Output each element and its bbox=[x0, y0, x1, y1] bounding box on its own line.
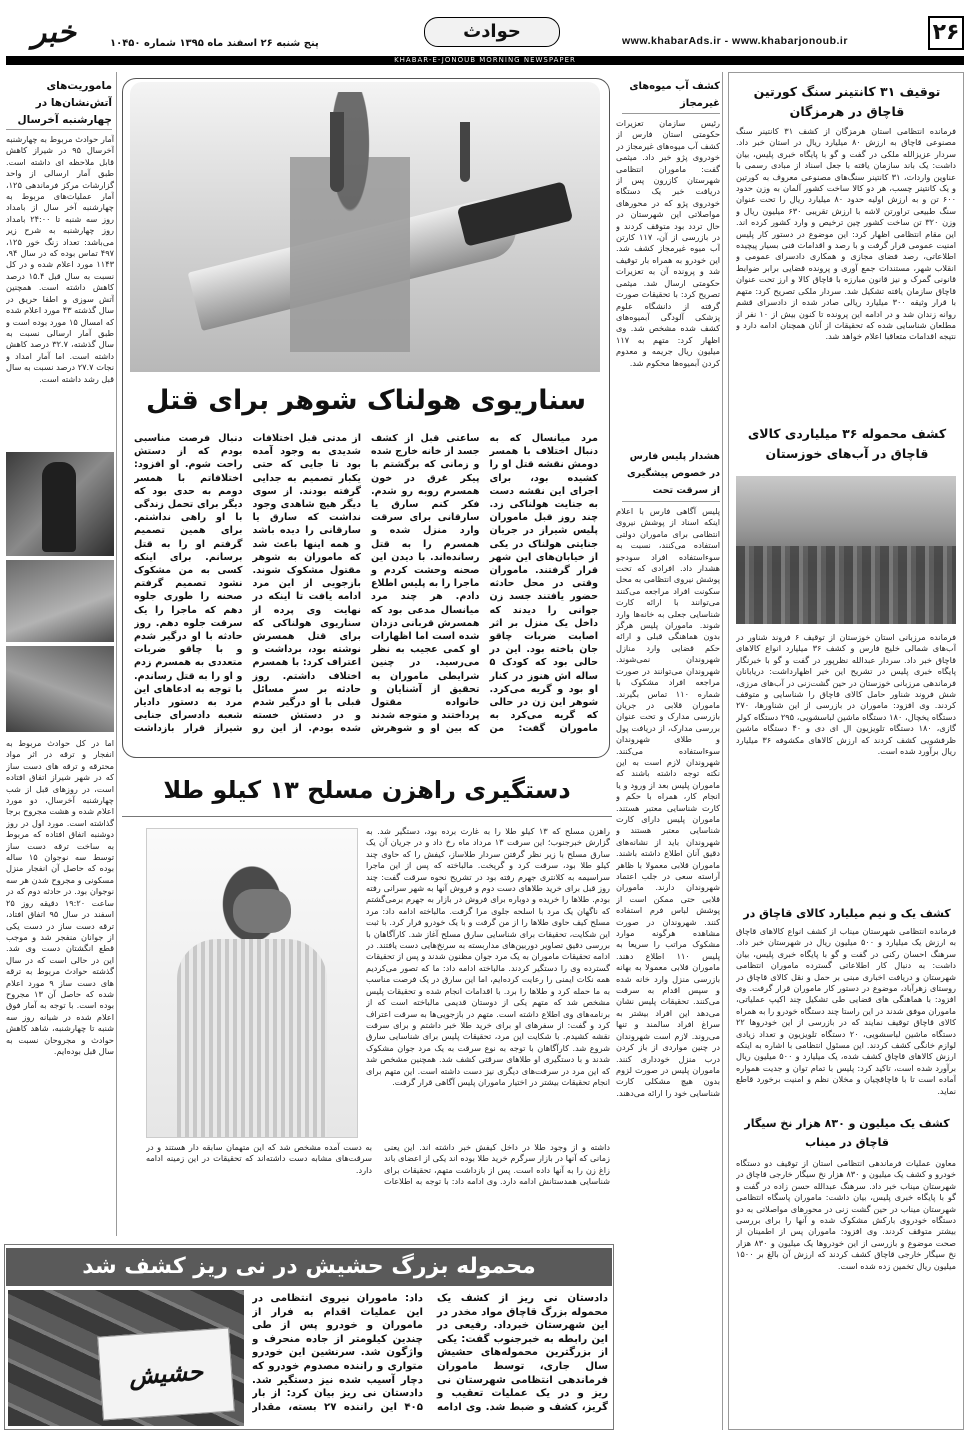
mid-story-caption: داشته و از وجود طلا در داخل کیفش خبر داشته اند. این یعنی زمانی که آنها در بازار سرگرم خرید طلا بوده اند یکی از اعضای باند زاغ زن را به آنها داده است. پس از بازداشت متهم، تحقیقات برای شناسایی همدستانش ادامه دارد. وی ادامه داد: با توجه به اطلاعات به دست آمده مشخص شد که این متهمان سابقه دار هستند و در سرقت‌های مشابه دست داشته‌اند که تحقیقات در این زمینه ادامه دارد. bbox=[146, 1142, 610, 1187]
photo-firefighter bbox=[6, 452, 114, 556]
masthead-strip-text: KHABAR-E-JONOUB MORNING NEWSPAPER bbox=[394, 56, 576, 64]
blood-drip bbox=[330, 112, 344, 192]
story-title-juices: کشف آب میوه‌های غیرمجاز bbox=[622, 78, 720, 114]
photo-crowd bbox=[736, 546, 956, 624]
story-body-juices: رئیس سازمان تعزیرات حکومتی استان فارس از کشف آب میوه‌های غیرمجاز در خودروی پژو خبر داد. میثمی گفت: ماموران انتظامی شهرستان کازرون پس از دریافت خبر یک دستگاه خودروی پژو که در محورهای مواصلاتی این شهرستان در حال تردد بود متوقف کردند و در بازرسی از آن، ۱۱۷ کارتن آب میوه غیرمجاز کشف شد. این خودرو به همراه بار توقیف شد و پرونده آن به تعزیرات حکومتی ارسال شد. میثمی تصریح کرد: با تحقیقات صورت گرفته از دانشگاه علوم پزشکی آلودگی آبمیوه‌های کشف شده مشخص شد. وی اظهار کرد: متهم به ۱۱۷ میلیون ریال جریمه و معدوم کردن آبمیوه‌ها محکوم شد. bbox=[616, 118, 720, 368]
child-figure bbox=[290, 92, 410, 352]
story-body-minab-goods: فرمانده انتظامی شهرستان میناب از کشف انواع کالاهای قاچاق به ارزش یک میلیارد و ۵۰۰ میلیون ریال در شهرستان خبر داد. سرهنگ احسان رکنی در گفت و گو با پایگاه خبری پلیس، بیان داشت: به دنبال کار اطلاعاتی گسترده ماموران انتظامی شهرستان و دریافت اخباری مبنی بر حمل و نقل کالای قاچاق در روستای زهرآباد، موضوع در دستور کار ماموران قرار گرفت. وی افزود: با هماهنگی های قضایی طی تشکیل چند اکیپ عملیاتی، ماموران موفق شدند در این راستا چند دستگاه خودرو را به همراه کالای قاچاق توقیف نمایند که در بازرسی از این خودروها ۲۲ دستگاه ماشین لباسشویی، ۲۰ دستگاه تلویزیون و تعداد زیادی لوازم خانگی کشف کردند. این مسئول انتظامی با اشاره به اینکه ارزش کالاهای قاچاق کشف شده، یک میلیارد و ۵۰۰ میلیون ریال برآورد شده است، تاکید کرد: پلیس با تمام توان و جدیت همواره آماده است تا با قاچاقچیان و مخلان نظم و امنیت برخورد قاطع نماید. bbox=[736, 926, 956, 1096]
mid-story-body: راهزن مسلح که ۱۳ کیلو طلا را به غارت برده بود، دستگیر شد. به گزارش خبرجنوب؛ این سرقت ۱۳ مرداد ماه رخ داد و در جریان آن یک سارق مسلح با زیر نظر گرفتن سردار طلاساز، کیفش را که حاوی چند کیلو طلا بود، سرقت کرد و گریخت. مالباخته که پس از این ماجرا سراسیمه به کلانتری جهرم رفته بود در تشریح نحوه سرقت گفت: چند روز قبل برای خرید طلاهای دست دوم و فروش آنها به شهر سرانی رفته بودم. طلاها را خریده و دوباره برای فروش در بازار به جهرم برمی‌گشتم که ناگهان یک مرد با اسلحه جلوی مرا گرفت. مالباخته ادامه داد: مرد مسلح کیف حاوی طلاها را از من گرفت و با یک خودرو فرار کرد. با ثبت این شکایت، تحقیقات برای شناسایی سارق مسلح آغاز شد. کارآگاهان با بررسی دقیق تصاویر دوربین‌های مداربسته به سرنخ‌هایی دست یافتند. در ادامه تحقیقات ماموران به یک مرد جوان مظنون شدند و پس از تحقیقات گسترده وی را دستگیر کردند. مالباخته ادامه داد: ما که تصور می‌کردیم همه نکات ایمنی را رعایت کرده‌ایم، اما این سارق در یک فرصت مناسب به ما حمله کرد و طلاها را برد. با اقدامات انجام شده و تحقیقات پلیس مشخص شد که متهم یکی از دوستان قدیمی مالباخته است که از برنامه‌های وی اطلاع داشته است. متهم در بازجویی‌ها به سرقت اعتراف کرد و گفت: از سفرهای او برای خرید طلا خبر داشتم و برای سرقت نقشه کشیدم. با شکایت این مرد، تحقیقات پلیس برای شناسایی سارق شروع شد. کارآگاهان با توجه به نوع سرقت به یک مرد جوان مشکوک شدند و با دستگیری او طلاهای سرقتی کشف شد. همچنین مشخص شد که این مرد در سرقت‌های دیگری نیز دست داشته است. این متهم برای انجام تحقیقات بیشتر در اختیار ماموران پلیس آگاهی قرار گرفت. bbox=[366, 826, 610, 1087]
blood-drip-2 bbox=[460, 122, 470, 182]
left-story-title: ماموریت‌های آتش‌نشان‌ها در چهارشنبه آخرسال bbox=[6, 78, 112, 130]
photo-suspect bbox=[146, 828, 358, 1138]
left-story-body: آمار حوادث مربوط به چهارشنبه آخرسال ۹۵ در شیراز کاهش قابل ملاحظه ای داشته است. طبق آمار ارسالی از واحد گزارشات مرکز فرماندهی ۱۲۵، آمار عملیات‌های مربوط به چهارشنبه آخر سال از بامداد روز سه شنبه تا ۲۴:۰۰ بامداد روز چهارشنبه به شرح زیر می‌باشد: تعداد زنگ خور ۱۲۵، ۴۹۷ تماس بوده که در سال ۹۴، ۱۱۴۳ مورد اعلام شده و در کل نسبت به سال قبل ۱۵.۴ درصد کاهش داشته است. همچنین آتش سوزی و اطفا حریق در سال گذشته ۴۳ مورد اعلام شده که امسال ۱۵ مورد بوده است و طبق آمار ارسالی نسبت به سال گذشته، ۳۲.۷ درصد کاهش داشته است. اما آمار امداد و نجات ۲۷.۷ درصد نسبت به سال قبل رشد داشته است. bbox=[6, 134, 114, 384]
lead-story-body: مرد میانسال که به دنبال اختلاف با همسر دومش نقشه قتل او را کشیده بود، برای اجرای این نقشه دست به جنایت هولناکی زد. چند روز قبل ماموران پلیس شیراز در جریان جنایتی هولناک در یکی از خیابان‌های این شهر قرار گرفتند. ماموران وقتی در محل حادثه حضور یافتند جسد زن جوانی را دیدند که داخل یک منزل بر اثر اصابت ضربات چاقو جان باخته بود. این در حالی بود که کودک ۵ ساله اش هنوز در کنار او بود و گریه می‌کرد. شوهر این زن در حالی که گریه می‌کرد به ماموران گفت: من ساعتی قبل از کشف جسد از خانه خارج شده و زمانی که برگشتم با پیکر غرق در خون همسرم روبه رو شدم. فکر کنم سارق یا سارقانی برای سرقت وارد منزل شده و همسرم را به قتل رسانده‌اند. با دیدن این صحنه وحشت کردم و ماجرا را به پلیس اطلاع دادم. هر چند مرد میانسال مدعی بود که همسرش قربانی دزدان شده است اما اظهارات او کمی عجیب به نظر می‌رسید. در چنین شرایطی ماموران به تحقیق از آشنایان و خانواده مقتول پرداختند و متوجه شدند که بین او و شوهرش از مدتی قبل اختلافات شدیدی به وجود آمده بود تا جایی که حتی یکبار تصمیم به جدایی گرفته بودند. از سوی دیگر هیچ شاهدی وجود نداشت که سارق یا سارقانی را دیده باشد و همه اینها باعث شد که ماموران به شوهر مقتول مشکوک شوند. بازجویی از این مرد ادامه یافت تا اینکه در نهایت وی پرده از سناریوی هولناکی که برای قتل همسرش نوشته بود، برداشت و اعتراف کرد: با همسرم اختلاف داشتم. روز حادثه بر سر مسائل قبلی با او درگیر شدم و در دستش خسته شده بودم. از این رو دنبال فرصت مناسبی بودم که از دستش راحت شوم. او افزود: اختلافاتم با همسر دومم به حدی بود که دیگر برای تحمل زندگی با او راهی نداشتم. برای همین تصمیم گرفتم او را به قتل برسانم. برای اینکه کسی به من مشکوک نشود تصمیم گرفتم صحنه را طوری جلوه دهم که ماجرا را یک سرقت جلوه دهم. روز حادثه با او درگیر شدم و با چاقو ضربات متعددی به همسرم زدم و او را به قتل رساندم. با توجه به ادعاهای این مرد به دستور دادیار شعبه دادسرای جنایی شیراز قرار بازداشت bbox=[134, 433, 598, 735]
photo-hashish-packages bbox=[8, 1290, 244, 1426]
photo-detained-smugglers bbox=[736, 476, 956, 624]
story-title-hormozgan: توقیف ۳۱ کانتینر سنگ کورتین قاچاق در هرمزگان bbox=[753, 84, 941, 119]
left-column-divider bbox=[116, 72, 117, 1236]
story-title-minab-goods: کشف یک و نیم میلیارد کالای قاچاق در bbox=[743, 907, 951, 920]
page-number: ۲۶ bbox=[932, 20, 960, 45]
website-url[interactable]: www.khabarAds.ir - www.khabarjonoub.ir bbox=[622, 35, 848, 47]
firefighter-figure bbox=[42, 462, 76, 552]
photo-fire-scene bbox=[6, 646, 114, 732]
issue-date: پنج شنبه ۲۶ اسفند ماه ۱۳۹۵ شماره ۱۰۴۵۰ bbox=[110, 38, 319, 49]
story-body-police-warning: پلیس آگاهی فارس با اعلام اینکه اسناد از پوشش نیروی انتظامی برای ماموران دولتی استفاده می‌کنند، نسبت به سوءاستفاده افراد سودجو هشدار داد. افرادی که تحت پوشش نیروی انتظامی به محل سکونت افراد مراجعه می‌کنند می‌توانند با ارائه کارت شناسایی جعلی به خانه‌ها وارد شوند. ماموران پلیس هرگز بدون هماهنگی قبلی و ارائه حکم قضایی وارد منازل شهروندان نمی‌شوند. شهروندان می‌توانند در صورت مراجعه افراد مشکوک با شماره ۱۱۰ تماس بگیرند. ماموران قلابی در جریان بازرسی مدارک و تحت عنوان بررسی مدارک، از دریافت پول و طلای شهروندان سوءاستفاده می‌کنند. شهروندان لازم است به این نکته توجه داشته باشند که ماموران پلیس بعد از ورود و یا انجام کار، همراه با حکم و کارت شناسایی معتبر هستند. ماموران پلیس دارای کارت شناسایی معتبر هستند و شهروندان باید از نشانه‌های دقیق آنان اطلاع داشته باشند. ماموران قلابی معمولا با ظاهر آراسته سعی در جلب اعتماد شهروندان دارند. ماموران قلابی حتی ممکن است از پوشش لباس فرم استفاده کنند. شهروندان در صورت مشاهده هرگونه موارد مشکوک مراتب را سریعا به پلیس ۱۱۰ اطلاع دهند. ماموران قلابی معمولا به بهانه بازرسی منزل وارد خانه شده و سپس اقدام به سرقت می‌کنند. تحقیقات پلیس نشان می‌دهد این افراد بیشتر به سراغ افراد سالمند و تنها می‌روند. لازم است شهروندان در چنین مواردی از باز کردن درب منزل خودداری کنند. ماموران پلیس در صورت لزوم بدون هیچ مشکلی کارت شناسایی خود را ارائه می‌دهند. bbox=[616, 506, 720, 1098]
section-title: حوادث bbox=[463, 21, 521, 42]
story-title-minab-cigarettes: کشف یک میلیون و ۸۳۰ هزار نخ سیگار قاچاق در میناب bbox=[744, 1117, 950, 1149]
mid-story-rule bbox=[122, 816, 612, 817]
story-title-police-warning: هشدار پلیس فارس در خصوص پیشگیری از سرقت تحت bbox=[622, 448, 720, 502]
story-body-hormozgan: فرمانده انتظامی استان هرمزگان از کشف ۳۱ کانتینر سنگ مصنوعی قاچاق به ارزش ۸۰ میلیارد ریال در استان خبر داد. سردار عزیزالله ملکی در گفت و گو با پایگاه خبری پلیس، بیان داشت: یک باند سازمان یافته با جعل اسناد از مبادی رسمی با عناوین واردات، ۳۱ کانتینر سنگ‌های مصنوعی معروف به کورتین و یک کانتینر چسب، هر دو کالا ساخت کشور آلمان به وزن حدود ۶۰۰ تن و به ارزش اولیه حدود ۸۰ میلیارد ریال را تحت عنوان سنگ طبیعی تراورتن لاشه با ارزش تقریبی ۶۳۰ میلیون ریال و وزن ۳۲۰ تن ساخت کشور چین ترخیص و وارد کشور کرده اند. این مقام انتظامی اظهار کرد: این موضوع در دستور کار پلیس امنیت عمومی قرار گرفت و با رصد و اقدامات فنی بسیار پیچیده اطلاعاتی، رصد فضای مجازی و همکاری دادسرای عمومی و انقلاب شهر، مستندات جمع آوری و پرونده قضایی برابر ضوابط قانونی گمرک و نیز قانون مبارزه با قاچاق کالا و ارز تحت عنوان قاچاق سازمان یافته تشکیل شد. سردار ملکی تصریح کرد: متهم با قرار وثیقه ۳۰۰ میلیارد ریالی صادر شده از دادسرای قشم روانه زندان شد و در ادامه این پرونده تا کنون بیش از ۱۰ نفر از مطلعان شناسایی شده که تحقیقات از آنان همچنان ادامه دارد و نتیجه اقدامات متعاقبا اعلام خواهد شد. bbox=[736, 126, 956, 342]
suspect-body bbox=[177, 939, 327, 1138]
lead-story-title: سناریوی هولناک شوهر برای قتل bbox=[146, 385, 586, 416]
hashish-label-text: حشیش bbox=[127, 1356, 204, 1391]
bottom-story-title: محموله بزرگ حشیش در نی ریز کشف شد bbox=[82, 1254, 536, 1279]
lead-illustration bbox=[130, 82, 600, 372]
story-body-khuzestan: فرمانده مرزبانی استان خوزستان از توقیف ۶ فروند شناور در آب‌های شمالی خلیج فارس و کشف ۳۶ میلیارد انواع کالاهای قاچاق خبر داد. سردار عبدالله نظرپور در گفت و گو با خبرنگار پایگاه خبری پلیس در تشریح این خبر اظهارداشت: دریابانان فرماندهی مرزبانی خوزستان در حین گشت‌زنی در آب‌های مرزی، شش فروند شناور حامل کالای قاچاق را شناسایی و متوقف کردند. وی افزود: ماموران در بازرسی از این شناورها، ۲۷۰ دستگاه یخچال، ۱۸۰ دستگاه ماشین لباسشویی، ۲۹۵ دستگاه کولر گازی، ۱۸۰ دستگاه تلویزیون ال ای دی و ۴۰ دستگاه ماشین ظرفشویی کشف کردند که ارزش کالاهای مکشوفه ۳۶ میلیارد ریال برآورد شده است. bbox=[736, 632, 956, 757]
story-body-minab-cigarettes: معاون عملیات فرماندهی انتظامی استان از توقیف دو دستگاه خودرو و کشف یک میلیون و ۸۳۰ هزار نخ سیگار خارجی قاچاق در شهرستان میناب خبر داد. سرهنگ عبدالله حسن زاده در گفت و گو با پایگاه خبری پلیس، بیان داشت: ماموران پاسگاه انتظامی شهرستان میناب در حین گشت زنی در محورهای مواصلاتی به دو دستگاه خودروی بارکش مشکوک شده و آنها را برای بررسی بیشتر متوقف کردند. وی افزود: ماموران پس از اطمینان از صحت موضوع و بازرسی از این خودروها یک میلیون و ۸۳۰ هزار نخ سیگار خارجی قاچاق کشف کردند که ارزش آن بالغ بر ۱۵۰۰ میلیون ریال تخمین زده شده است. bbox=[736, 1158, 956, 1271]
story-title-khuzestan: کشف محموله ۳۶ میلیاردی کالای قاچاق در آب‌های خوزستان bbox=[747, 426, 947, 461]
newspaper-logo: خبر bbox=[31, 15, 77, 50]
mid-story-title: دستگیری راهزن مسلح ۱۳ کیلو طلا bbox=[163, 776, 571, 804]
left-story-body-2: اما در کل حوادث مربوط به انفجار و ترقه در اثر مواد محترقه و ترقه های دست ساز که در شهر شیراز اتفاق افتاده است، در روزهای قبل از شب چهارشنبه آخرسال، دو مورد اعلام شده و هشت مجروح برجا گذاشته است. مورد اول در روز دوشنبه اتفاق افتاده که مربوط به ساخت ترقه دست ساز توسط سه نوجوان ۱۵ ساله بوده که حاصل آن انفجار منزل مسکونی و مجروح شدن هر سه نوجوان بود. در حادثه دوم که در ساعت ۱۹:۲۰ دقیقه روز ۲۵ اسفند در سال ۹۵ اتفاق افتاد، ترقه دست ساز در دست یکی از جوانان منفجر شد و موجب قطع انگشتان دست وی شد. این در حالی است که در سال گذشته حوادث مربوط به ترقه های دست ساز ۹ مورد اعلام شده که حاصل آن ۱۳ مجروح بوده است. با توجه به آمار فوق اعلام شده در شبانه روز سه شنبه تا چهارشنبه، شاهد کاهش حوادث و مجروحان نسبت به سال قبل بوده‌ایم. bbox=[6, 738, 114, 1056]
bottom-story-body: دادستان نی ریز از کشف یک محموله بزرگ قاچاق مواد مخدر در این شهرستان خبرداد. رفیعی در این رابطه به خبرجنوب گفت: یکی از بزرگترین محموله‌های حشیش سال جاری، توسط ماموران فرماندهی انتظامی شهرستان نی ریز و در یک عملیات تعقیب و گریز، کشف و ضبط شد. وی ادامه داد: ماموران نیروی انتظامی در این عملیات اقدام به فرار از ماموران و خودرو پس از طی چندین کیلومتر از جاده منحرف و واژگون شد. سرنشین این خودرو متواری و راننده مصدوم خودرو که دچار آسیب شده نیز دستگیر شد. دادستان نی ریز بیان کرد: از بار ۴۰۵ این راننده ۲۷ بسته، مقدار bbox=[252, 1293, 608, 1413]
photo-burn-victim bbox=[6, 560, 114, 642]
suspect-hand bbox=[233, 889, 291, 933]
column2-divider bbox=[722, 72, 723, 1430]
